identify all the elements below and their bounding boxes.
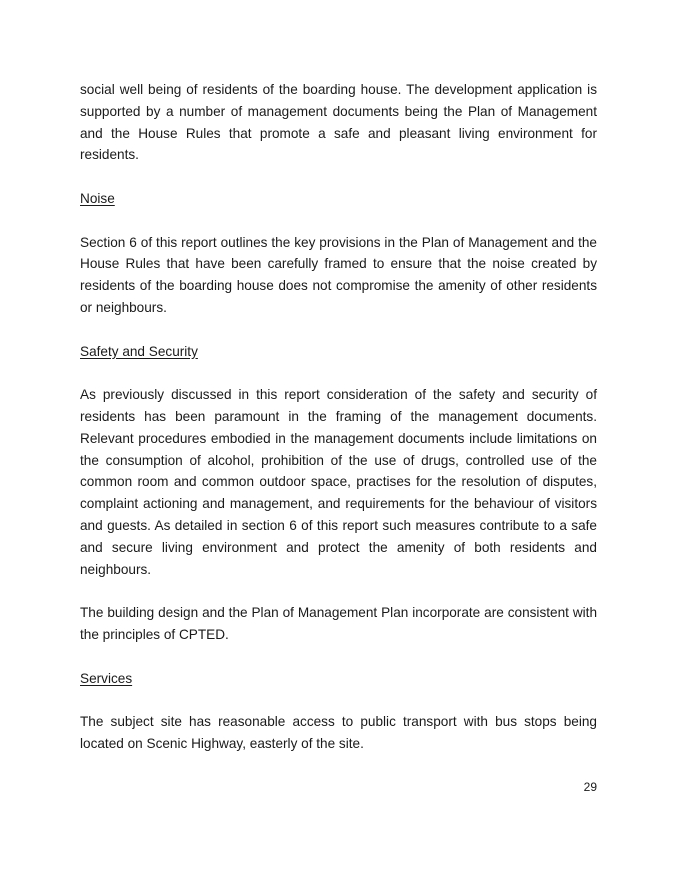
heading-noise: Noise (80, 190, 115, 206)
heading-safety-and-security: Safety and Security (80, 343, 198, 359)
heading-services: Services (80, 670, 133, 686)
paragraph-services: The subject site has reasonable access to public transport with bus stops being located on Scenic Highway, easterly of the site. (80, 714, 597, 751)
paragraph-safety-1: As previously discussed in this report consideration of the safety and security of residents has been paramount in the framing of the management documents. Relevant procedures embodied in the management documents include limitations on the consumption of alcohol, prohibition of the use of drugs, controlled use of the common room and common outdoor space, practises for the resolution of disputes, complaint actioning and management, and requirements for the behaviour of visitors and guests. As detailed in section 6 of this report such measures contribute to a safe and secure living environment and protect the amenity of both residents and neighbours. (80, 387, 597, 577)
paragraph-safety-2: The building design and the Plan of Management Plan incorporate are consistent with the principles of CPTED. (80, 605, 597, 642)
document-body (80, 79, 597, 777)
paragraph-noise: Section 6 of this report outlines the key provisions in the Plan of Management and the House Rules that have been carefully framed to ensure that the noise created by residents of the boarding house does not compromise the amenity of other residents or neighbours. (80, 234, 597, 315)
page-number: 29 (583, 780, 597, 794)
paragraph-intro: social well being of residents of the boarding house. The development application is supported by a number of management documents being the Plan of Management and the House Rules that promote a safe and pleasant living environment for residents. (80, 82, 597, 163)
